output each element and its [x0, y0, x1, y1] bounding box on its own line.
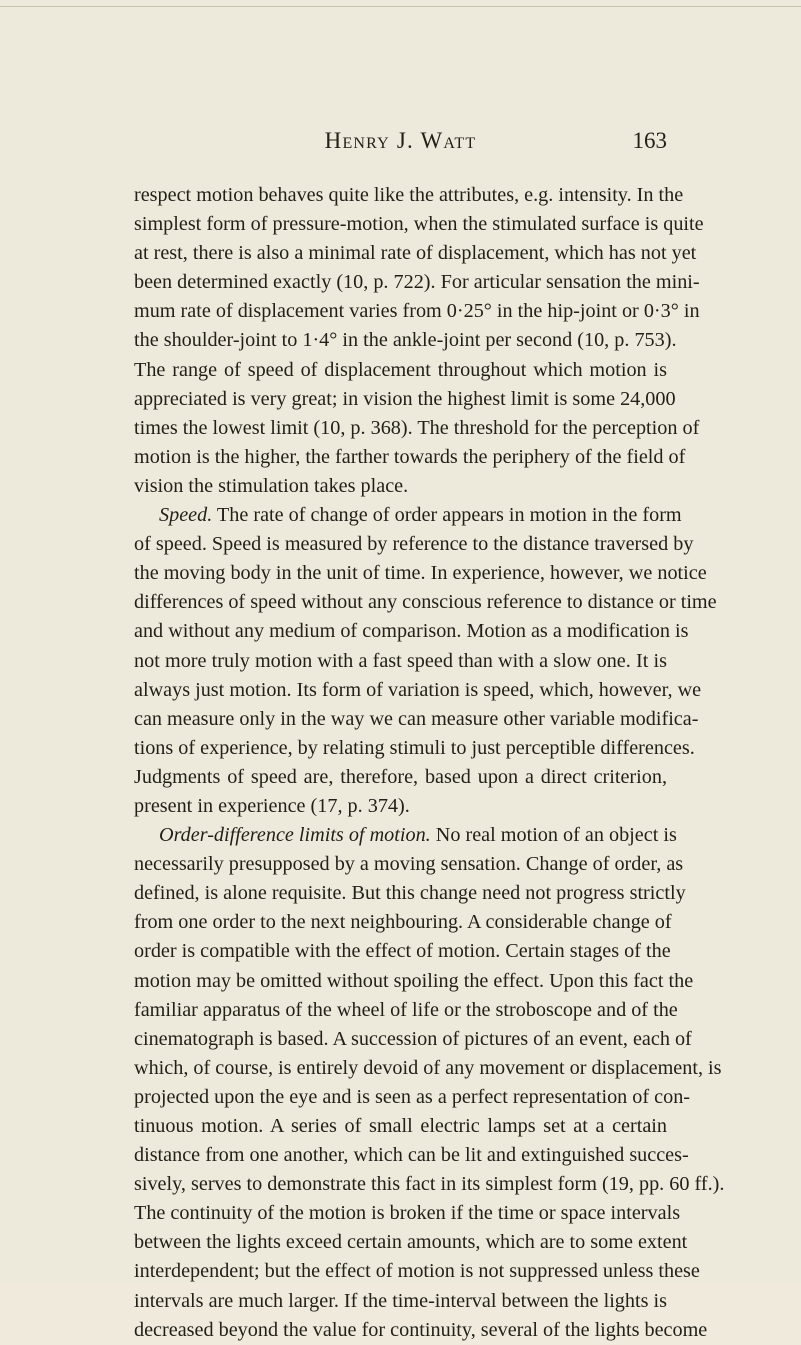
text-run: The rate of change of order appears in motion in the form	[212, 504, 682, 527]
body-text	[134, 181, 725, 1345]
text-line: interdependent; but the effect of motion is not suppressed unless these	[134, 1260, 700, 1283]
text-line: the moving body in the unit of time. In experience, however, we notice	[134, 562, 707, 585]
text-run: No real motion of an object is	[430, 824, 677, 847]
text-line: simplest form of pressure-motion, when the stimulated surface is quite	[134, 213, 704, 236]
text-line: defined, is alone requisite. But this change need not progress strictly	[134, 882, 686, 905]
text-line: times the lowest limit (10, p. 368). The threshold for the perception of	[134, 416, 700, 439]
text-line: at rest, there is also a minimal rate of displacement, which has not yet	[134, 242, 697, 265]
section-heading-order-difference: Order-difference limits of motion.	[159, 824, 431, 847]
text-line: decreased beyond the value for continuity, several of the lights become	[134, 1318, 708, 1341]
text-line: projected upon the eye and is seen as a perfect representation of con-	[134, 1085, 691, 1108]
text-line: which, of course, is entirely devoid of any movement or displacement, is	[134, 1056, 722, 1079]
text-line: necessarily presupposed by a moving sensation. Change of order, as	[134, 853, 684, 876]
text-line: distance from one another, which can be lit and extinguished succes-	[134, 1144, 689, 1167]
section-heading-speed: Speed.	[159, 504, 213, 527]
text-line: tions of experience, by relating stimuli to just perceptible differences.	[134, 736, 695, 759]
text-line: motion may be omitted without spoiling the effect. Upon this fact the	[134, 969, 694, 992]
text-line: present in experience (17, p. 374).	[134, 794, 410, 817]
text-line: familiar apparatus of the wheel of life or the stroboscope and of the	[134, 998, 678, 1021]
page-number: 163	[632, 128, 667, 153]
text-line: can measure only in the way we can measure other variable modifica-	[134, 707, 699, 730]
text-line: vision the stimulation takes place.	[134, 474, 409, 497]
paragraph-first-line	[134, 821, 677, 850]
paragraph-first-line	[134, 501, 682, 530]
text-line: Judgments of speed are, therefore, based upon a direct criterion,	[134, 765, 667, 788]
text-line: sively, serves to demonstrate this fact in its simplest form (19, pp. 60 ff.).	[134, 1173, 725, 1196]
text-line: not more truly motion with a fast speed than with a slow one. It is	[134, 649, 667, 672]
text-line: respect motion behaves quite like the attributes, e.g. intensity. In the	[134, 184, 684, 206]
text-line: from one order to the next neighbouring. A considerable change of	[134, 911, 672, 934]
text-line: The range of speed of displacement throughout which motion is	[134, 358, 667, 381]
running-head: Henry J. Watt	[324, 128, 477, 153]
text-line: between the lights exceed certain amounts, which are to some extent	[134, 1231, 688, 1254]
text-line: appreciated is very great; in vision the highest limit is some 24,000	[134, 387, 676, 410]
text-line: intervals are much larger. If the time-interval between the lights is	[134, 1289, 667, 1312]
text-line: tinuous motion. A series of small electric lamps set at a certain	[134, 1115, 667, 1137]
text-line: motion is the higher, the farther towards the periphery of the field of	[134, 445, 686, 468]
text-line: always just motion. Its form of variation is speed, which, however, we	[134, 678, 702, 701]
text-line: and without any medium of comparison. Motion as a modification is	[134, 620, 689, 643]
text-line: The continuity of the motion is broken if the time or space intervals	[134, 1202, 681, 1225]
page-edge-rule	[0, 6, 801, 7]
text-line: cinematograph is based. A succession of pictures of an event, each of	[134, 1027, 692, 1050]
text-line: mum rate of displacement varies from 0·25° in the hip-joint or 0·3° in	[134, 300, 700, 323]
text-line: the shoulder-joint to 1·4° in the ankle-joint per second (10, p. 753).	[134, 329, 677, 352]
text-line: order is compatible with the effect of motion. Certain stages of the	[134, 940, 671, 963]
page-header	[0, 128, 801, 158]
text-line: been determined exactly (10, p. 722). For articular sensation the mini-	[134, 271, 700, 294]
text-line: differences of speed without any conscious reference to distance or time	[134, 591, 717, 614]
text-line: of speed. Speed is measured by reference to the distance traversed by	[134, 533, 694, 556]
